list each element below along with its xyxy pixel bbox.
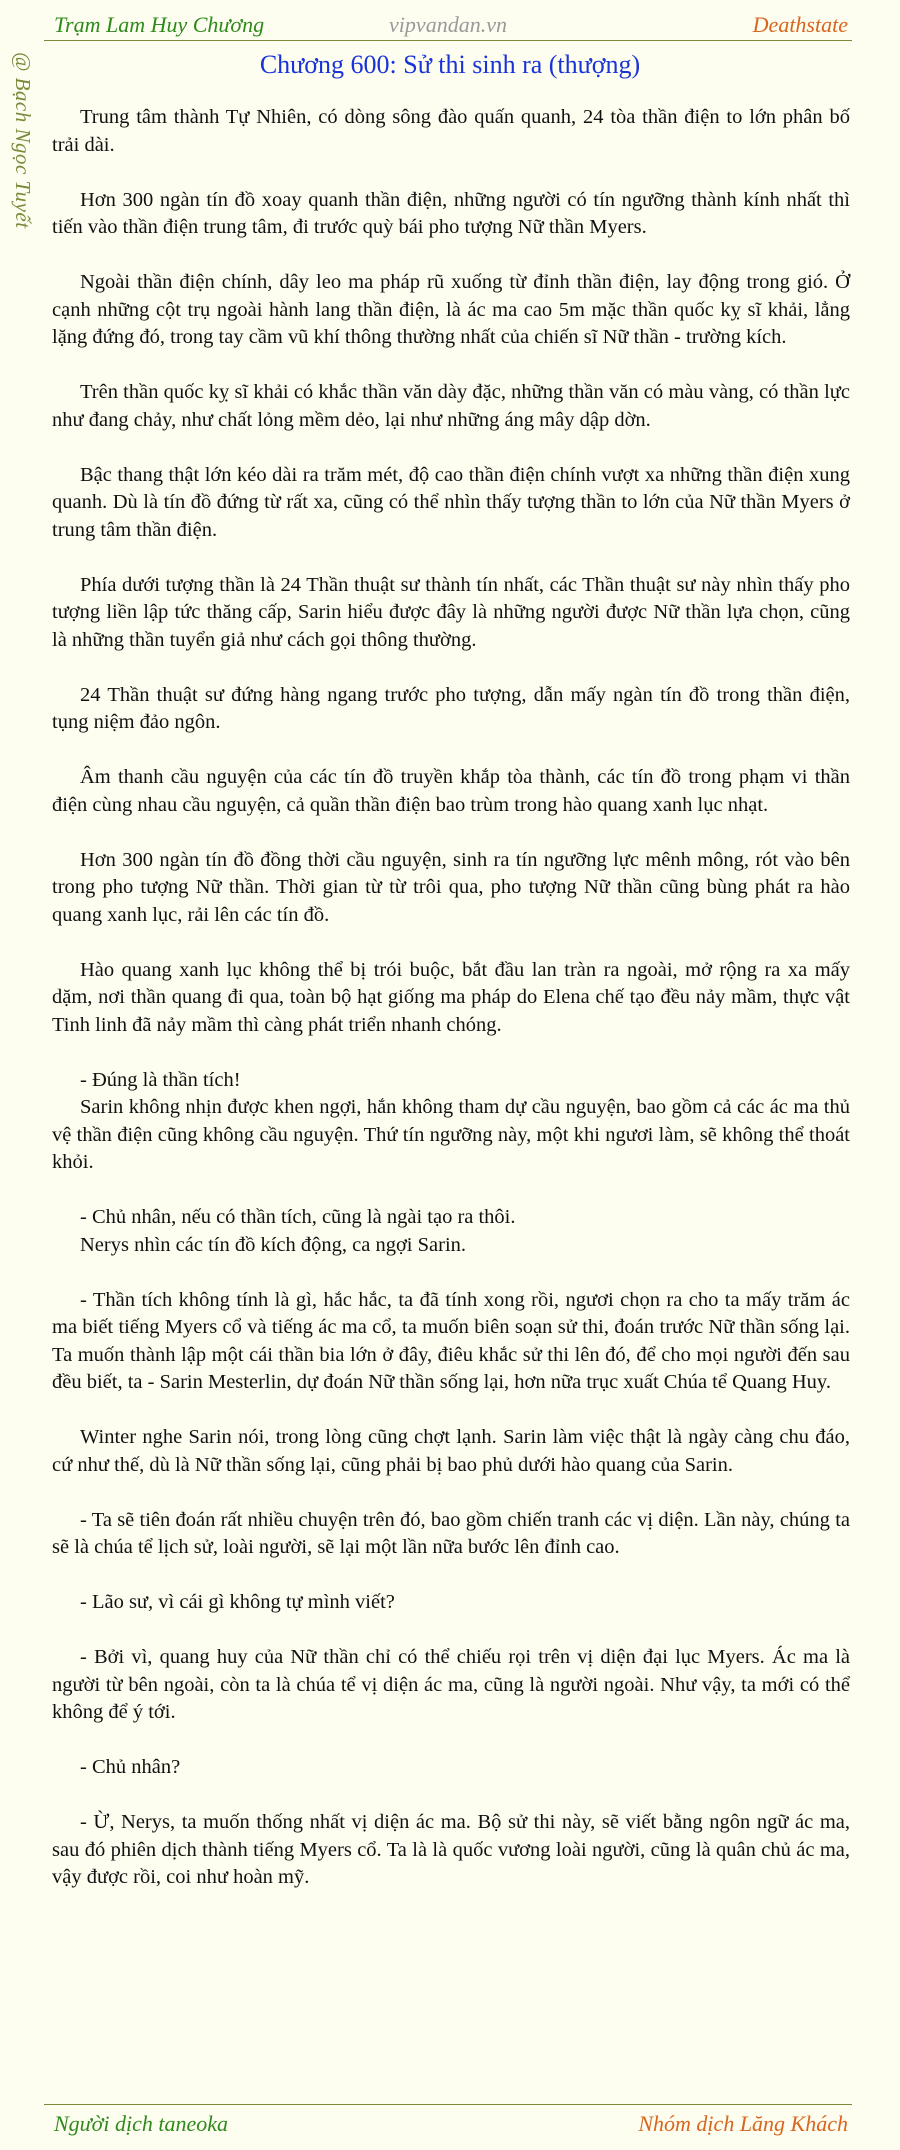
footer-group: Nhóm dịch Lăng Khách	[638, 2111, 848, 2136]
dialogue-line: - Lão sư, vì cái gì không tự mình viết?	[80, 1591, 395, 1613]
paragraph: Winter nghe Sarin nói, trong lòng cũng chợt lạnh. Sarin làm việc thật là ngày càng chu đáo, cứ như thế, dù là Nữ thần sống lại, cũng phải bị bao phủ dưới hào quang của Sarin.	[52, 1426, 850, 1476]
paragraph: 24 Thần thuật sư đứng hàng ngang trước pho tượng, dẫn mấy ngàn tín đồ trong thần điện, tụng niệm đảo ngôn.	[52, 683, 850, 733]
dialogue-line: - Đúng là thần tích!	[80, 1068, 241, 1091]
header-book-title: Deathstate	[752, 12, 848, 37]
footer-translator: Người dịch taneoka	[54, 2111, 229, 2136]
dialogue-line: - Bởi vì, quang huy của Nữ thần chỉ có thể chiếu rọi trên vị diện đại lục Myers. Ác ma là người từ bên ngoài, còn ta là chúa tể vị diện ác ma, cũng là người ngoài. Như vậy, ta mới có thể không để ý tới.	[52, 1646, 850, 1723]
dialogue-line: - Thần tích không tính là gì, hắc hắc, ta đã tính xong rồi, ngươi chọn ra cho ta mấy trăm ác ma biết tiếng Myers cổ và tiếng ác ma cổ, ta muốn biên soạn sử thi, đoán trước Nữ thần sống lại. Ta muốn thành lập một cái thần bia lớn ở đây, điêu khắc sử thi lên đó, để cho mọi người đến sau đều biết, ta - Sarin Mesterlin, dự đoán Nữ thần sống lại, hơn nữa trục xuất Chúa tể Quang Huy.	[52, 1288, 850, 1393]
side-watermark: @ Bạch Ngọc Tuyết	[11, 52, 35, 229]
paragraph: Âm thanh cầu nguyện của các tín đồ truyền khắp tòa thành, các tín đồ trong phạm vi thần điện cùng nhau cầu nguyện, cả quần thần điện bao trùm trong hào quang xanh lục nhạt.	[52, 766, 850, 816]
dialogue-line: - Chủ nhân?	[80, 1756, 181, 1778]
paragraph: Hơn 300 ngàn tín đồ đồng thời cầu nguyện, sinh ra tín ngưỡng lực mênh mông, rót vào bên trong pho tượng Nữ thần. Thời gian từ từ trôi qua, pho tượng Nữ thần cũng bùng phát ra hào quang xanh lục, rải lên các tín đồ.	[52, 848, 850, 926]
dialogue-line: - Ta sẽ tiên đoán rất nhiều chuyện trên đó, bao gồm chiến tranh các vị diện. Lần này, chúng ta sẽ là chúa tể lịch sử, loài người, sẽ lại một lần nữa bước lên đỉnh cao.	[52, 1508, 850, 1558]
chapter-title: Chương 600: Sử thi sinh ra (thượng)	[259, 50, 641, 79]
paragraph: Trung tâm thành Tự Nhiên, có dòng sông đào quấn quanh, 24 tòa thần điện to lớn phân bố trải dài.	[52, 106, 850, 156]
dialogue-line: - Chủ nhân, nếu có thần tích, cũng là ngài tạo ra thôi.	[80, 1206, 516, 1228]
page-header	[44, 6, 852, 41]
page-footer	[44, 2104, 852, 2145]
paragraph: Phía dưới tượng thần là 24 Thần thuật sư thành tín nhất, các Thần thuật sư này nhìn thấy pho tượng liền lập tức thăng cấp, Sarin hiểu được đây là những người được Nữ thần lựa chọn, cũng là những thần tuyển giả như cách gọi thông thường.	[52, 573, 850, 651]
paragraph: Trên thần quốc kỵ sĩ khải có khắc thần văn dày đặc, những thần văn có màu vàng, có thần lực như đang chảy, như chất lỏng mềm dẻo, lại như những áng mây dập dờn.	[52, 381, 850, 431]
paragraph: Nerys nhìn các tín đồ kích động, ca ngợi Sarin.	[80, 1233, 467, 1256]
paragraph: Hào quang xanh lục không thể bị trói buộc, bắt đầu lan tràn ra ngoài, mở rộng ra xa mấy dặm, nơi thần quang đi qua, toàn bộ hạt giống ma pháp do Elena chế tạo đều nảy mầm, thực vật Tinh linh đã nảy mầm thì càng phát triển nhanh chóng.	[52, 958, 850, 1036]
header-url: vipvandan.vn	[389, 12, 507, 37]
header-site-name: Trạm Lam Huy Chương	[54, 12, 265, 37]
paragraph: Bậc thang thật lớn kéo dài ra trăm mét, độ cao thần điện chính vượt xa những thần điện xung quanh. Dù là tín đồ đứng từ rất xa, cũng có thể nhìn thấy tượng thần to lớn của Nữ thần Myers ở trung tâm thần điện.	[52, 463, 850, 541]
dialogue-line: - Ừ, Nerys, ta muốn thống nhất vị diện ác ma. Bộ sử thi này, sẽ viết bằng ngôn ngữ ác ma, sau đó phiên dịch thành tiếng Myers cổ. Ta là là quốc vương loài người, cũng là quân chủ ác ma, vậy được rồi, coi như hoàn mỹ.	[52, 1811, 850, 1888]
paragraph: Sarin không nhịn được khen ngợi, hắn không tham dự cầu nguyện, bao gồm cả các ác ma thủ vệ thần điện cũng không cầu nguyện. Thứ tín ngưỡng này, một khi ngươi làm, sẽ không thể thoát khỏi.	[52, 1096, 850, 1173]
chapter-body	[52, 104, 850, 1919]
paragraph: Ngoài thần điện chính, dây leo ma pháp rũ xuống từ đỉnh thần điện, lay động trong gió. Ở cạnh những cột trụ ngoài hành lang thần điện, là ác ma cao 5m mặc thần quốc kỵ sĩ khải, lẳng lặng đứng đó, trong tay cầm vũ khí thông thường nhất của chiến sĩ Nữ thần - trường kích.	[52, 271, 850, 348]
paragraph: Hơn 300 ngàn tín đồ xoay quanh thần điện, những người có tín ngưỡng thành kính nhất thì tiến vào thần điện trung tâm, đi trước quỳ bái pho tượng Nữ thần Myers.	[52, 188, 850, 238]
